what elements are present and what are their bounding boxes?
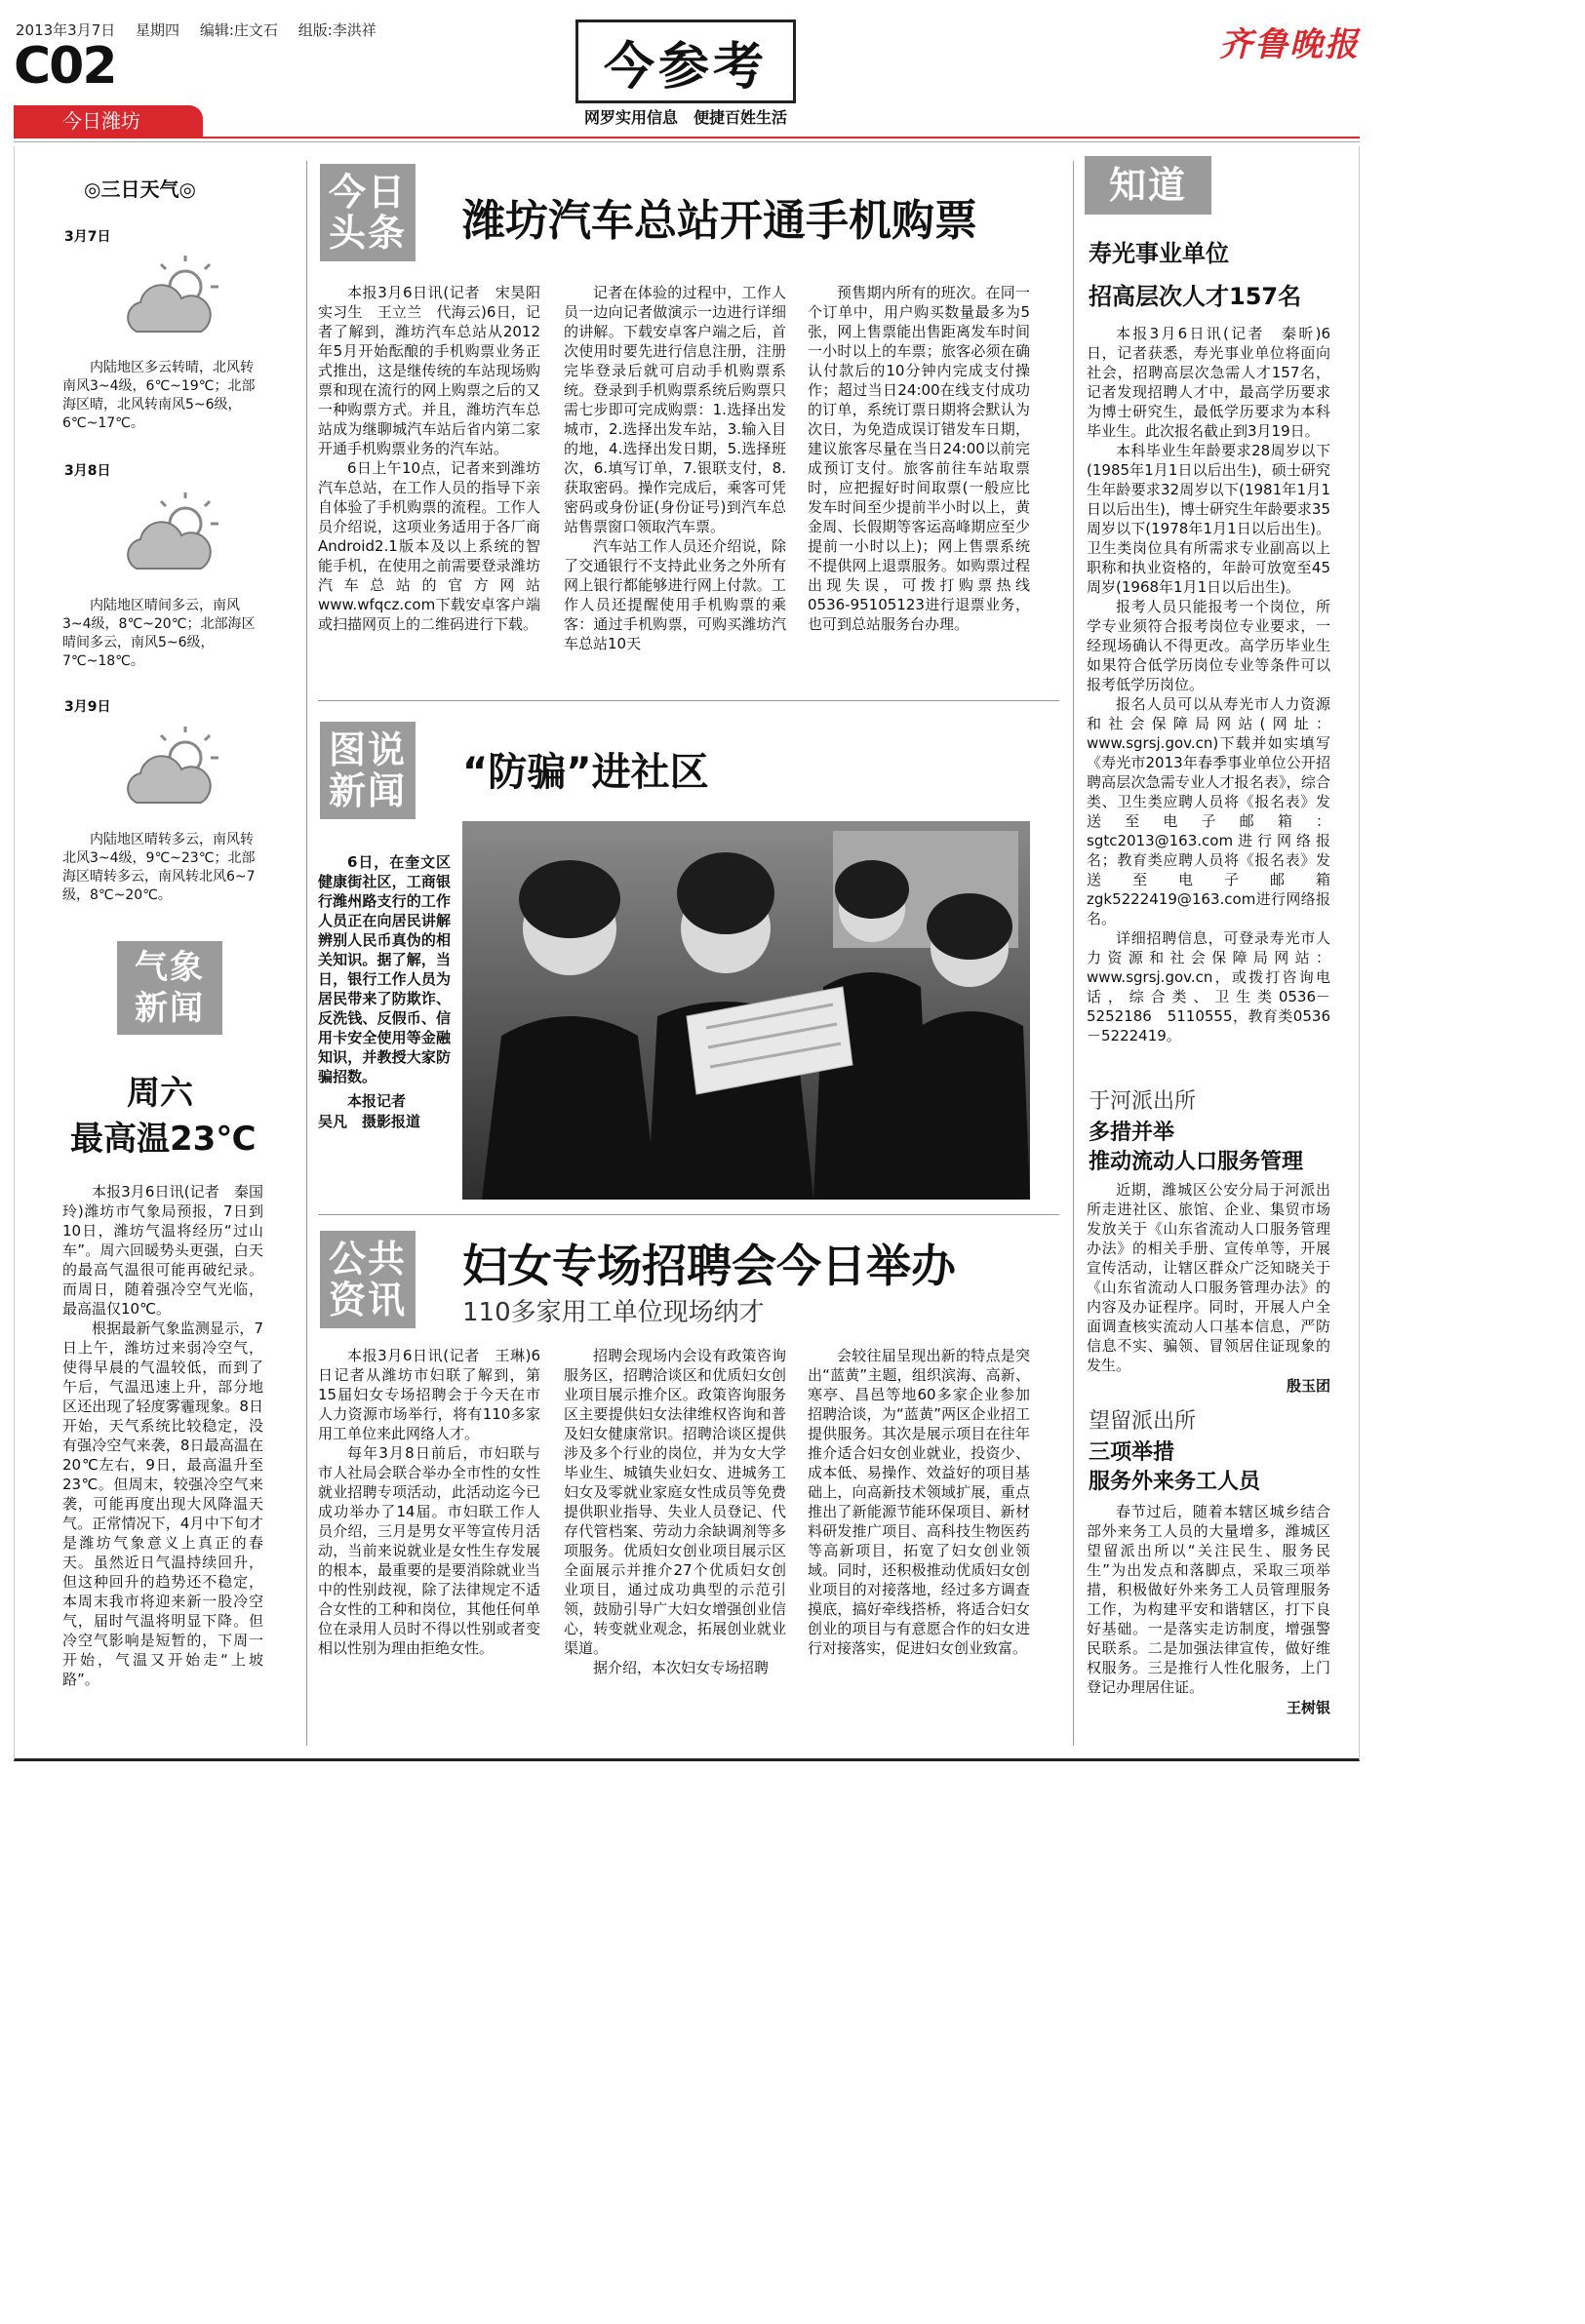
story3-headline-2: 服务外来务工人员 xyxy=(1089,1470,1261,1494)
story1-body xyxy=(1087,324,1330,1045)
jobfair-column-3 xyxy=(808,1346,1030,1658)
news-photo xyxy=(462,821,1030,1200)
photo-credit-1: 本报记者 xyxy=(347,1092,407,1110)
weather-date-1: 3月7日 xyxy=(64,229,111,245)
story3-paragraph: 春节过后，随着本辖区城乡结合部外来务工人员的大量增多，潍城区望留派出所以“关注民生、服务民生”为出发点和落脚点，采取三项举措，积极做好外来务工人员管理服务工作，为构建平安和谐辖区，打下良好基础。一是落实走访制度，增强警民联系。二是加强法律宣传，做好维权服务。三是推行人性化服务，上门登记办理居住证。 xyxy=(1087,1503,1330,1696)
header-date: 2013年3月7日 xyxy=(16,21,116,39)
lead-headline: 潍坊汽车总站开通手机购票 xyxy=(462,196,977,246)
weather-paragraph: 根据最新气象监测显示，7日上午，潍坊过来弱冷空气，使得早晨的气温较低，而到了午后，气温迅速上升，部分地区还出现了轻度雾霾现象。8日开始，天气系统比较稳定，没有强冷空气来袭，8日最高温在20℃左右，9日，最高温升至23℃。但周末，较强冷空气来袭，可能再度出现大风降温天气。正常情况下，4月中下旬才是潍坊气象意义上真正的春天。虽然近日气温持续回升，但这种回升的趋势还不稳定，本周末我市将迎来新一股冷空气，届时气温将明显下降。但冷空气影响是短暂的，下周一开始，气温又开始走“上坡路”。 xyxy=(62,1320,263,1688)
lead-paragraph: 6日上午10点，记者来到潍坊汽车总站，在工作人员的指导下亲自体验了手机购票的流程。工作人员介绍说，这项业务适用于各厂商Android2.1版本及以上系统的智能手机，在使用之前需要登录潍坊汽车总站的官方网站www.wfqcz.com下载安卓客户端或扫描网页上的二维码进行下载。 xyxy=(318,459,540,633)
jobfair-badge: 公共资讯 xyxy=(320,1231,416,1328)
sun-cloud-icon xyxy=(117,727,224,814)
brand-logo: 齐鲁晚报 xyxy=(1219,25,1360,64)
masthead-title: 今参考 xyxy=(575,20,796,103)
story2-byline: 殷玉团 xyxy=(1286,1377,1330,1395)
jobfair-subhead: 110多家用工单位现场纳才 xyxy=(462,1298,765,1327)
jobfair-headline: 妇女专场招聘会今日举办 xyxy=(462,1240,956,1292)
story2-body xyxy=(1087,1180,1330,1396)
story1-headline-1: 寿光事业单位 xyxy=(1089,240,1229,267)
story1-paragraph: 详细招聘信息，可登录寿光市人力资源和社会保障局网站：www.sgrsj.gov.cn，或拨打咨询电话，综合类、卫生类0536－5252186 5110555，教育类0536－5222419。 xyxy=(1087,929,1330,1044)
header-editor: 编辑:庄文石 xyxy=(199,21,278,39)
weather-title: ◎三日天气◎ xyxy=(84,177,196,201)
weather-headline-1: 周六 xyxy=(127,1074,193,1113)
lead-paragraph: 本报3月6日讯(记者 宋昊阳 实习生 王立兰 代海云)6日，记者了解到，潍坊汽车总站从2012年5月开始酝酿的手机购票业务正式推出，这是继传统的车站现场购票和现在流行的网上购票之后的又一种购票方式。并且，潍坊汽车总站成为继聊城汽车站后省内第二家开通手机购票业务的汽车站。 xyxy=(318,284,556,457)
jobfair-paragraph: 据介绍，本次妇女专场招聘 xyxy=(593,1659,770,1676)
sidebar-badge: 知道 xyxy=(1085,156,1211,215)
photo-caption-block xyxy=(318,852,451,1131)
jobfair-column-2 xyxy=(564,1346,786,1677)
photo-news-headline: “防骗”进社区 xyxy=(462,750,709,795)
divider-left xyxy=(306,161,307,1746)
weather-story xyxy=(62,1182,263,1689)
divider-lead xyxy=(318,700,1059,701)
lead-paragraph: 汽车站工作人员还介绍说，除了交通银行不支持此业务之外所有网上银行都能够进行网上付款。工作人员还提醒使用手机购票的乘客：通过手机购票，可购买潍坊汽车总站10天 xyxy=(564,537,786,652)
weather-text-3: 内陆地区晴转多云，南风转北风3~4级，9℃~23℃；北部海区晴转多云，南风转北风6~7级，8℃~20℃。 xyxy=(62,832,256,903)
story2-kicker: 于河派出所 xyxy=(1089,1089,1197,1114)
lead-column-3 xyxy=(808,283,1046,634)
header-weekday: 星期四 xyxy=(136,21,180,39)
weather-date-3: 3月9日 xyxy=(64,699,111,715)
masthead-slogan: 网罗实用信息 便捷百姓生活 xyxy=(583,108,787,127)
story3-kicker: 望留派出所 xyxy=(1089,1409,1197,1434)
story1-paragraph: 报名人员可以从寿光市人力资源和社会保障局网站(网址：www.sgrsj.gov.cn)下载并如实填写《寿光市2013年春季事业单位公开招聘高层次急需专业人才报名表》，综合类、卫生类应聘人员将《报名表》发送至电子邮箱：sgtc2013@163.com进行网络报名；教育类应聘人员将《报名表》发送至电子邮箱zgk5222419@163.com进行网络报名。 xyxy=(1087,695,1330,927)
photo-caption: 6日，在奎文区健康街社区，工商银行潍州路支行的工作人员正在向居民讲解辨别人民币真伪的相关知识。据了解，当日，银行工作人员为居民带来了防欺诈、反洗钱、反假币、信用卡安全使用等金融知识，并教授大家防骗招数。 xyxy=(318,853,451,1085)
weather-badge: 气象新闻 xyxy=(117,941,222,1035)
story2-headline-1: 多措并举 xyxy=(1089,1121,1175,1145)
header-designer: 组版:李洪祥 xyxy=(297,21,376,39)
weather-text-2: 内陆地区晴间多云，南风3~4级，8℃~20℃；北部海区晴间多云，南风5~6级，7℃~18℃。 xyxy=(62,598,256,669)
story3-body xyxy=(1087,1502,1330,1717)
story3-headline-1: 三项举措 xyxy=(1089,1440,1175,1465)
photo-news-badge: 图说新闻 xyxy=(320,722,416,819)
page-code: C02 xyxy=(14,37,116,96)
story1-headline-2: 招高层次人才157名 xyxy=(1089,283,1302,310)
story2-headline-2: 推动流动人口服务管理 xyxy=(1089,1150,1304,1174)
lead-column-2 xyxy=(564,283,786,653)
story2-paragraph: 近期，潍城区公安分局于河派出所走进社区、旅馆、企业、集贸市场发放关于《山东省流动人口服务管理办法》的相关手册、宣传单等，开展宣传活动，让辖区群众广泛知晓关于《山东省流动人口服务管理办法》的内容及办证程序。同时，开展人户全面调查核实流动人口基本信息，严防信息不实、骗领、冒领居住证现象的发生。 xyxy=(1087,1181,1330,1374)
lead-badge: 今日头条 xyxy=(320,164,416,261)
weather-headline-2: 最高温23℃ xyxy=(70,1120,257,1159)
lead-column-1 xyxy=(318,283,556,634)
story1-paragraph: 本科毕业生年龄要求28周岁以下(1985年1月1日以后出生)，硕士研究生年龄要求32周岁以下(1981年1月1日以后出生)，博士研究生年龄要求35周岁以下(1978年1月1日以后出生)。卫生类岗位具有所需求专业副高以上职称和执业资格的，年龄可放宽至45周岁(1968年1月1日以后出生)。 xyxy=(1087,442,1330,596)
sun-cloud-icon xyxy=(117,256,224,343)
story3-byline: 王树银 xyxy=(1286,1699,1330,1716)
photo-credit-2: 吴凡 摄影报道 xyxy=(318,1113,421,1130)
header-rule xyxy=(14,137,1360,142)
section-tab: 今日潍坊 xyxy=(14,105,203,137)
jobfair-paragraph: 本报3月6日讯(记者 王琳)6日记者从潍坊市妇联了解到，第15届妇女专场招聘会于今天在市人力资源市场举行，将有110多家用工单位来此网络人才。 xyxy=(318,1347,540,1442)
sun-cloud-icon xyxy=(117,492,224,580)
divider-right xyxy=(1073,161,1074,1746)
weather-paragraph: 本报3月6日讯(记者 秦国玲)潍坊市气象局预报，7日到10日，潍坊气温将经历“过山车”。周六回暖势头更强，白天的最高气温很可能再破纪录。而周日，随着强冷空气光临，最高温仅10℃。 xyxy=(62,1183,263,1318)
weather-text-1: 内陆地区多云转晴，北风转南风3~4级，6℃~19℃；北部海区晴，北风转南风5~6级，6℃~17℃。 xyxy=(62,360,256,431)
weather-date-2: 3月8日 xyxy=(64,463,111,479)
story1-paragraph: 报考人员只能报考一个岗位，所学专业须符合报考岗位专业要求，一经现场确认不得更改。高学历毕业生如果符合低学历岗位专业等条件可以报考低学历岗位。 xyxy=(1087,598,1330,693)
lead-paragraph: 记者在体验的过程中，工作人员一边向记者做演示一边进行详细的讲解。下载安卓客户端之后，首次使用时要先进行信息注册，注册完毕登录后就可启动手机购票系统。登录到手机购票系统后购票只需七步即可完成购票：1.选择出发城市，2.选择出发车站，3.输入目的地，4.选择出发日期，5.选择班次，6.填写订单，7.银联支付，8.获取密码。操作完成后，乘客可凭密码或身份证(身份证号)到汽车总站售票窗口领取汽车票。 xyxy=(564,284,786,535)
lead-paragraph: 预售期内所有的班次。在同一个订单中，用户购买数量最多为5张，网上售票能出售距离发车时间一小时以上的车票；旅客必须在确认付款后的10分钟内完成支付操作；超过当日24:00在线支付成功的订单，系统订票日期将会默认为次日，为免造成误订错发车日期，建议旅客尽量在当日24:00以前完成预订支付。旅客前往车站取票时，应把握好时间取票(一般应比发车时间至少提前半小时以上，黄金周、长假期等客运高峰期应至少提前一小时以上)；网上售票系统不提供网上退票服务。如购票过程出现失误，可拨打购票热线 0536-95105123进行退票业务，也可到总站服务台办理。 xyxy=(808,284,1046,633)
jobfair-paragraph: 招聘会现场内会设有政策咨询服务区，招聘洽谈区和优质妇女创业项目展示推介区。政策咨询服务区主要提供妇女法律维权咨询和普及妇女健康常识。招聘洽谈区提供涉及多个行业的岗位，并为女大学毕业生、城镇失业妇女、进城务工妇女及零就业家庭女性成员等免费提供职业指导、失业人员登记、代存代管档案、劳动力余缺调剂等多项服务。优质妇女创业项目展示区全面展示并推介27个优质妇女创业项目，通过成功典型的示范引领，鼓励引导广大妇女增强创业信心，转变就业观念，拓展创业就业渠道。 xyxy=(564,1347,786,1657)
jobfair-paragraph: 会较往届呈现出新的特点是突出“蓝黄”主题，组织滨海、高新、寒亭、昌邑等地60多家企业参加招聘洽谈，为“蓝黄”两区企业招工提供服务。其次是展示项目在往年推介适合妇女创业就业，投资少、成本低、易操作、效益好的项目基础上，向高新技术领域扩展，重点推出了新能源节能环保项目、新材料研发推广项目、高科技生物医药等高新项目，拓宽了妇女创业领域。同时，还积极推动优质妇女创业项目的对接落地，经过多方调查摸底，搞好牵线搭桥，将适合妇女创业的项目与有意愿合作的妇女进行对接落实，促进妇女创业致富。 xyxy=(808,1347,1030,1657)
divider-photo xyxy=(318,1214,1059,1215)
story1-paragraph: 本报3月6日讯(记者 秦昕)6日，记者获悉，寿光事业单位将面向社会，招聘高层次急需人才157名，记者发现招聘人才中，最高学历要求为博士研究生，最低学历要求为本科毕业生。此次报名截止到3月19日。 xyxy=(1087,325,1330,440)
jobfair-paragraph: 每年3月8日前后，市妇联与市人社局会联合举办全市性的女性就业招聘专项活动，此活动迄今已成功举办了14届。市妇联工作人员介绍，三月是男女平等宣传月活动，当前来说就业是女性生存发展的根本，最重要的是要消除就业当中的性别歧视，除了法律规定不适合女性的工种和岗位，其他任何单位在录用人员时不得以性别或者变相以性别为理由拒绝女性。 xyxy=(318,1444,540,1657)
jobfair-column-1 xyxy=(318,1346,540,1658)
